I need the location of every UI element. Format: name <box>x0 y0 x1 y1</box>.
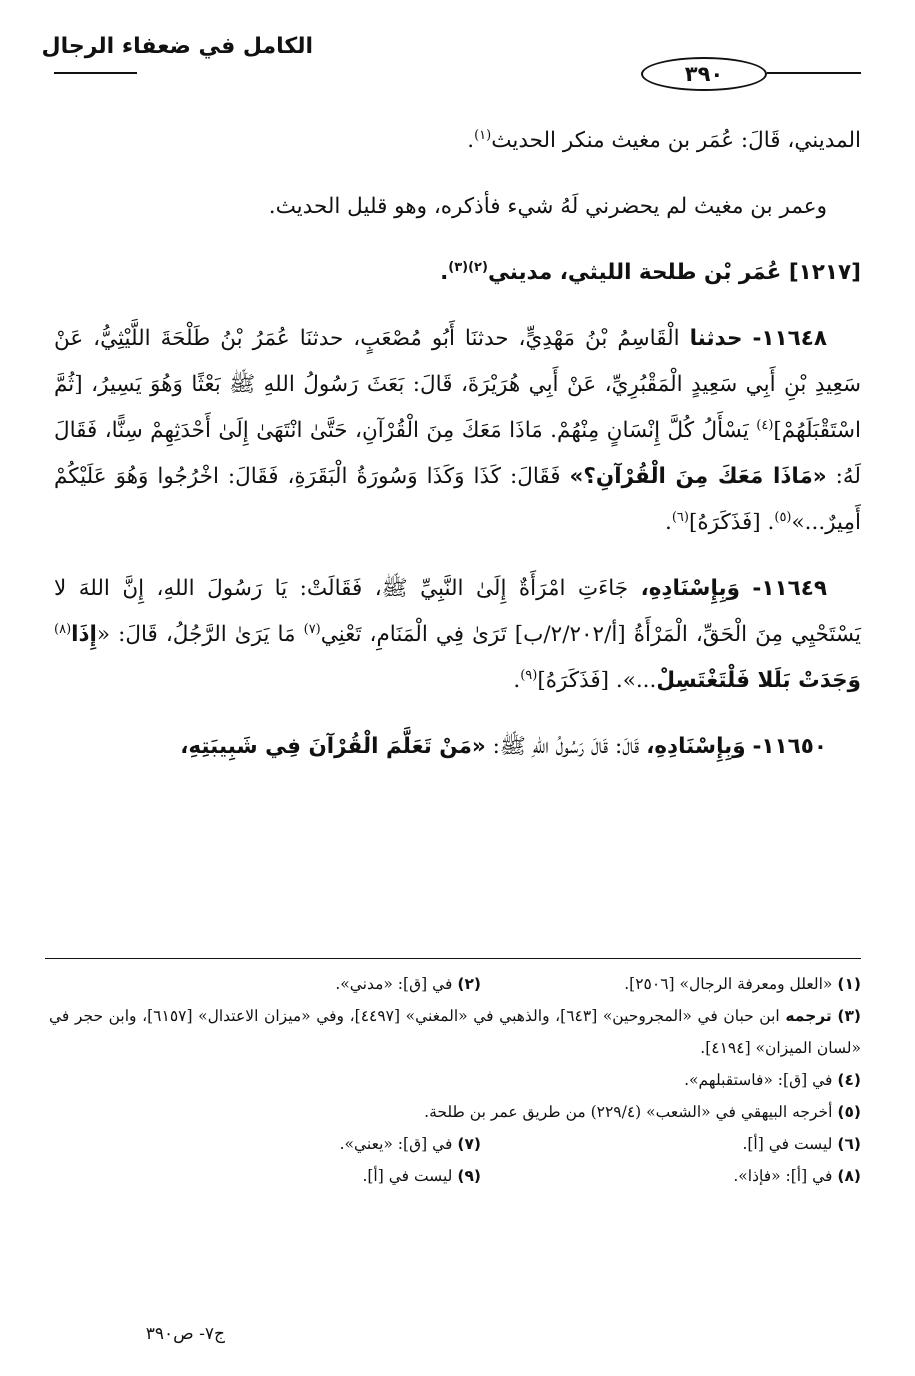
hadith-11649-text-c: ...». [فَذَكَرَهُ] <box>537 668 657 693</box>
footnote-4 <box>49 1064 861 1096</box>
hadith-11649-end: . <box>513 668 521 693</box>
hadith-11649-text-a: جَاءَتِ امْرَأَةٌ إِلَىٰ النَّبِيِّ ﷺ، فَقَالَتْ: يَا رَسُولَ اللهِ، إِنَّ اللهَ لا يَسْتَحْيِي مِنَ الْحَقِّ، الْمَرْأَةُ [أ/٢/٢٠٢/ب] تَرَىٰ فِي الْمَنَامِ، تَعْنِي <box>54 576 861 647</box>
footnote-ref-5: (٥) <box>774 509 792 525</box>
hadith-11648-end: . <box>665 510 672 535</box>
hadith-11650-quote: «مَنْ تَعَلَّمَ الْقُرْآنَ فِي شَبِيبَتِهِ، <box>180 734 486 759</box>
header-rule-left <box>54 72 137 74</box>
running-header-title: الكامل في ضعفاء الرجال <box>41 34 313 59</box>
page-number: ٣٩٠ <box>684 62 724 86</box>
footnote-5-number: (٥) <box>837 1103 861 1121</box>
paragraph-1-end: . <box>467 128 475 153</box>
footnote-9-text: ليست في [أ]. <box>362 1167 453 1185</box>
footnote-ref-1: (١) <box>474 127 492 143</box>
main-text <box>54 118 861 790</box>
hadith-11648-number: ١١٦٤٨- <box>752 326 828 351</box>
footnote-2-number: (٢) <box>457 975 481 993</box>
footnote-ref-6: (٦) <box>671 509 689 525</box>
footnote-3-text: ابن حبان في «المجروحين» [٦٤٣]، والذهبي في «المغني» [٤٤٩٧]، وفي «ميزان الاعتدال» [٦١٥٧]، وابن حجر في «لسان الميزان» [٤١٩٤]. <box>49 1007 861 1057</box>
footnote-3 <box>49 1000 861 1064</box>
entry-heading-end: . <box>440 260 449 285</box>
footnote-2-text: في [ق]: «مدني». <box>335 975 453 993</box>
footnote-ref-2-3: (٢)(٣) <box>448 259 488 275</box>
hadith-11648-key: حدثنا <box>689 326 743 351</box>
footnote-ref-7: (٧) <box>303 621 321 637</box>
footnote-3-key: ترجمه <box>785 1007 832 1025</box>
hadith-11650-text-a: قَالَ: قَالَ رَسُولُ اللهِ ﷺ: <box>492 734 640 759</box>
paragraph-2 <box>54 184 861 230</box>
paragraph-1 <box>54 118 861 164</box>
hadith-11649-number: ١١٦٤٩- <box>752 576 827 601</box>
hadith-11648-text-c: فَقَالَ: كَذَا وَكَذَا وَسُورَةُ الْبَقَرَةِ، فَقَالَ: اخْرُجُوا وَهُوَ عَلَيْكُمْ أَمِيرٌ...» <box>54 464 861 535</box>
hadith-11649-text-b: مَا يَرَىٰ الرَّجُلُ، قَالَ: « <box>96 622 296 647</box>
hadith-11649-bold-2: وَجَدَتْ بَلَلا فَلْتَغْتَسِلْ <box>656 668 861 693</box>
paragraph-1-text: المديني، قَالَ: عُمَر بن مغيث منكر الحديث <box>491 128 861 153</box>
footnote-8-text: في [أ]: «فإذا». <box>733 1167 833 1185</box>
footnote-separator <box>45 958 861 959</box>
hadith-11648 <box>54 316 861 546</box>
footnote-7-number: (٧) <box>457 1135 481 1153</box>
hadith-11648-text-a: الْقَاسِمُ بْنُ مَهْدِيٍّ، حدثنَا أَبُو مُصْعَبٍ، حدثنَا عُمَرُ بْنُ طَلْحَةَ اللَّيْثِيُّ، عَنْ سَعِيدِ بْنِ أَبِي سَعِيدٍ الْمَقْبُرِيِّ، عَنْ أَبِي هُرَيْرَةَ، قَالَ: بَعَثَ رَسُولُ اللهِ ﷺ بَعْثًا وَهُوَ يَسِيرُ، [ثُمَّ اسْتَقْبَلَهُمْ] <box>54 326 861 443</box>
footnote-4-text: في [ق]: «فاستقبلهم». <box>684 1071 833 1089</box>
hadith-11649-key: وَبِإِسْنَادِهِ، <box>640 576 740 601</box>
footnote-ref-9: (٩) <box>520 667 538 683</box>
footnote-3-number: (٣) <box>837 1007 862 1025</box>
entry-heading <box>54 250 861 296</box>
footnote-row-8-9 <box>49 1160 861 1192</box>
footnote-1 <box>481 968 861 1000</box>
footnotes <box>49 968 861 1192</box>
footnote-5-text: أخرجه البيهقي في «الشعب» (٢٢٩/٤) من طريق عمر بن طلحة. <box>424 1103 833 1121</box>
hadith-11650-number: ١١٦٥٠- <box>752 734 827 759</box>
footnote-5 <box>49 1096 861 1128</box>
footnote-8-number: (٨) <box>837 1167 861 1185</box>
page-number-oval <box>641 57 767 91</box>
footnote-2 <box>335 968 481 1000</box>
footnote-7 <box>340 1128 481 1160</box>
footnote-1-number: (١) <box>837 975 861 993</box>
footnote-row-1-2 <box>49 968 861 1000</box>
footnote-ref-8: (٨) <box>54 621 72 637</box>
footnote-8 <box>481 1160 861 1192</box>
footnote-1-text: «العلل ومعرفة الرجال» [٢٥٠٦]. <box>624 975 833 993</box>
footnote-9 <box>362 1160 481 1192</box>
footnote-ref-4: (٤) <box>756 417 774 433</box>
footnote-9-number: (٩) <box>457 1167 481 1185</box>
hadith-11650 <box>54 724 861 770</box>
hadith-11648-text-b: يَسْأَلُ كُلَّ إِنْسَانٍ مِنْهُمْ. مَاذَا مَعَكَ مِنَ الْقُرْآنِ، حَتَّىٰ انْتَهَىٰ إِلَىٰ أَحْدَثِهِمْ سِنًّا، فَقَالَ لَهُ: <box>54 418 861 489</box>
footnote-6-text: ليست في [أ]. <box>742 1135 833 1153</box>
footnote-row-6-7 <box>49 1128 861 1160</box>
hadith-11648-quote: «مَاذَا مَعَكَ مِنَ الْقُرْآنِ؟» <box>569 464 827 489</box>
hadith-11650-key: وَبِإِسْنَادِهِ، <box>646 734 746 759</box>
footnote-7-text: في [ق]: «يعني». <box>339 1135 453 1153</box>
hadith-11649 <box>54 566 861 704</box>
footnote-4-number: (٤) <box>837 1071 861 1089</box>
entry-heading-text: [١٢١٧] عُمَر بْن طلحة الليثي، مديني <box>487 260 861 285</box>
footnote-6 <box>481 1128 861 1160</box>
footnote-6-number: (٦) <box>837 1135 861 1153</box>
header-rule-right <box>767 72 861 74</box>
volume-page-footer: ج٧- ص٣٩٠ <box>145 1324 225 1344</box>
hadith-11648-text-d: . [فَذَكَرَهُ] <box>688 510 775 535</box>
paragraph-2-text: وعمر بن مغيث لم يحضرني لَهُ شيء فأذكره، وهو قليل الحديث. <box>268 194 827 219</box>
hadith-11649-bold-1: إِذَا <box>71 622 97 647</box>
